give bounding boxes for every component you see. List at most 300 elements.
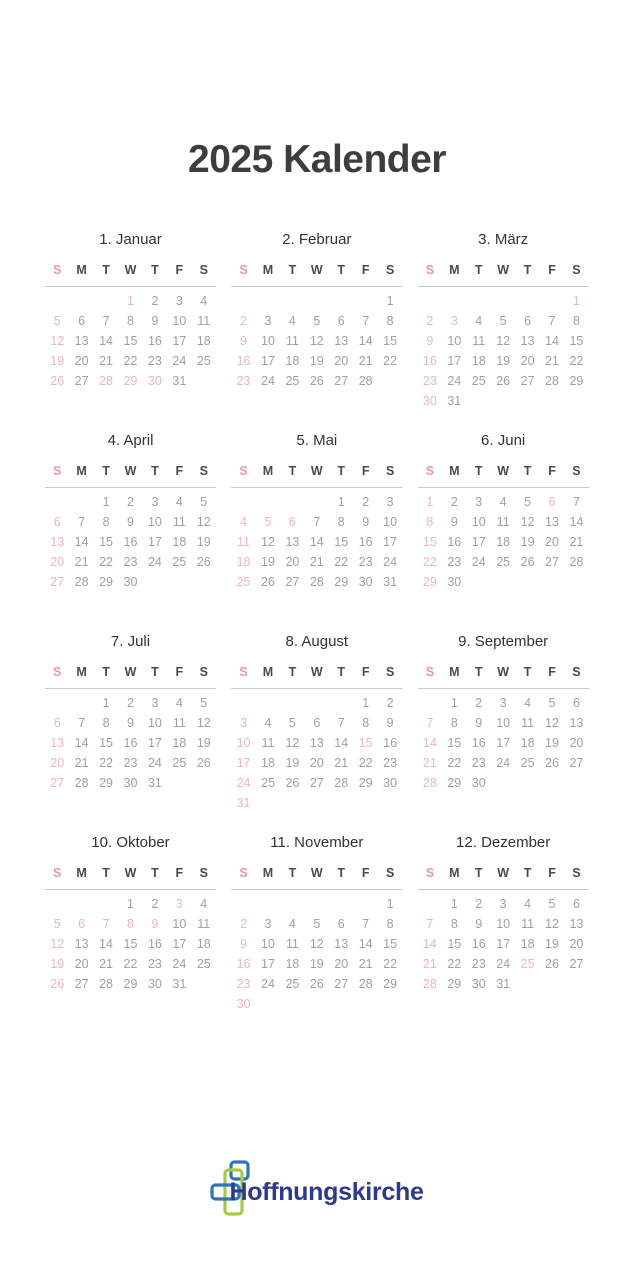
date-cell: 5 (499, 314, 507, 328)
date-cell: 28 (309, 575, 324, 589)
date-cell: 26 (285, 776, 300, 790)
date-cell: 5 (53, 917, 61, 931)
church-logo[interactable] (210, 1160, 423, 1224)
date-cell: 20 (74, 957, 89, 971)
date-cell: 12 (545, 716, 559, 730)
date-cell: 3 (450, 314, 458, 328)
weekday-header: M (449, 464, 460, 478)
date-cell: 12 (309, 334, 324, 348)
date-cell: 8 (362, 716, 370, 730)
date-cell: 8 (450, 716, 458, 730)
date-cell: 6 (572, 696, 580, 710)
date-cell: 11 (521, 716, 535, 730)
date-cell: 9 (475, 716, 483, 730)
date-cell: 16 (123, 535, 138, 549)
month-divider (231, 286, 402, 287)
weekday-header: M (449, 866, 460, 880)
month-title: 11. November (270, 834, 364, 851)
date-cell: 30 (147, 374, 162, 388)
month-divider (45, 487, 216, 488)
date-cell: 3 (175, 897, 183, 911)
date-cell: 24 (172, 957, 187, 971)
date-cell: 31 (447, 394, 462, 408)
empty-cell (540, 291, 564, 311)
month-block (231, 230, 402, 431)
date-cell: 1 (426, 495, 434, 509)
date-cell: 28 (358, 977, 373, 991)
date-cell: 4 (524, 897, 532, 911)
date-cell: 11 (521, 917, 535, 931)
date-cell: 24 (172, 354, 187, 368)
date-cell: 22 (123, 354, 138, 368)
empty-cell (329, 693, 353, 713)
weekday-header: F (175, 464, 184, 478)
weekday-row (418, 665, 589, 679)
date-cell: 4 (288, 314, 296, 328)
date-cell: 20 (569, 736, 584, 750)
date-cell: 27 (334, 374, 349, 388)
date-cell: 8 (102, 515, 110, 529)
weekday-row (418, 464, 589, 478)
date-cell: 4 (200, 294, 208, 308)
date-cell: 22 (569, 354, 584, 368)
date-cell: 22 (447, 756, 462, 770)
date-cell: 27 (74, 977, 89, 991)
empty-cell (418, 291, 442, 311)
date-cell: 14 (99, 937, 114, 951)
weekday-row (231, 464, 402, 478)
weekday-header: T (288, 263, 297, 277)
date-cell: 12 (50, 937, 65, 951)
date-cell: 10 (471, 515, 486, 529)
weekday-header: W (310, 263, 323, 277)
date-cell: 30 (123, 575, 138, 589)
weekday-header: F (548, 665, 556, 679)
date-cell: 25 (196, 957, 211, 971)
date-cell: 1 (450, 696, 458, 710)
month-title: 2. Februar (282, 231, 352, 248)
date-cell: 1 (386, 897, 394, 911)
empty-cell (256, 894, 280, 914)
months-grid (45, 230, 589, 1034)
date-cell: 6 (524, 314, 532, 328)
weekday-header: M (262, 665, 274, 679)
month-title: 3. März (478, 231, 529, 248)
weekday-header: T (151, 464, 159, 478)
weekday-header-sunday: S (53, 866, 62, 880)
date-cell: 27 (520, 374, 535, 388)
month-title: 7. Juli (110, 633, 151, 650)
date-cell: 31 (147, 776, 162, 790)
date-cell: 23 (447, 555, 462, 569)
weekday-header-sunday: S (239, 263, 248, 277)
month-divider (231, 487, 402, 488)
weekday-header-sunday: S (53, 464, 62, 478)
date-cell: 4 (288, 917, 296, 931)
date-cell: 7 (78, 716, 86, 730)
weekday-header: T (523, 263, 532, 277)
date-grid (45, 492, 216, 592)
date-cell: 30 (471, 977, 486, 991)
date-cell: 30 (123, 776, 138, 790)
date-cell: 26 (520, 555, 535, 569)
weekday-header: W (124, 665, 137, 679)
date-cell: 14 (74, 535, 89, 549)
date-cell: 19 (50, 354, 65, 368)
month-divider (418, 688, 589, 689)
weekday-header: S (199, 263, 208, 277)
date-cell: 29 (422, 575, 437, 589)
date-cell: 16 (471, 736, 486, 750)
date-cell: 8 (102, 716, 110, 730)
date-cell: 20 (309, 756, 324, 770)
date-cell: 2 (475, 696, 483, 710)
date-cell: 15 (383, 334, 398, 348)
date-cell: 22 (383, 354, 398, 368)
date-cell: 18 (261, 756, 275, 770)
date-cell: 21 (99, 354, 114, 368)
month-block (231, 833, 402, 1034)
date-cell: 18 (236, 555, 251, 569)
date-cell: 25 (172, 756, 187, 770)
date-cell: 1 (572, 294, 580, 308)
date-cell: 9 (151, 917, 159, 931)
date-cell: 28 (569, 555, 584, 569)
month-divider (45, 889, 216, 890)
date-cell: 24 (236, 776, 251, 790)
date-cell: 27 (334, 977, 349, 991)
weekday-header: F (548, 263, 556, 277)
date-cell: 16 (123, 736, 138, 750)
date-cell: 7 (337, 716, 345, 730)
date-cell: 18 (196, 937, 211, 951)
date-cell: 15 (422, 535, 437, 549)
date-cell: 10 (147, 716, 162, 730)
empty-cell (418, 894, 442, 914)
date-cell: 20 (334, 354, 349, 368)
date-cell: 7 (102, 314, 110, 328)
date-cell: 13 (569, 716, 584, 730)
empty-cell (45, 291, 69, 311)
month-block (231, 632, 402, 833)
weekday-header: S (385, 866, 395, 880)
date-cell: 4 (264, 716, 272, 730)
month-divider (418, 286, 589, 287)
date-cell: 21 (334, 756, 349, 770)
date-cell: 24 (383, 555, 398, 569)
date-cell: 27 (569, 756, 584, 770)
date-cell: 22 (334, 555, 349, 569)
date-cell: 3 (386, 495, 394, 509)
date-cell: 29 (358, 776, 373, 790)
date-cell: 2 (362, 495, 370, 509)
date-grid (231, 894, 402, 1014)
empty-cell (256, 693, 280, 713)
weekday-row (231, 665, 402, 679)
date-cell: 23 (383, 756, 398, 770)
date-cell: 8 (127, 314, 134, 328)
date-cell: 3 (175, 294, 183, 308)
date-grid (231, 291, 402, 391)
date-cell: 17 (147, 736, 162, 750)
date-cell: 6 (572, 897, 580, 911)
weekday-header: W (124, 464, 137, 478)
weekday-header-sunday: S (53, 665, 62, 679)
date-grid (45, 291, 216, 391)
date-cell: 28 (334, 776, 349, 790)
date-cell: 5 (288, 716, 296, 730)
date-cell: 14 (358, 937, 373, 951)
weekday-header: W (310, 665, 323, 679)
empty-cell (280, 291, 304, 311)
date-cell: 17 (496, 736, 511, 750)
date-cell: 21 (422, 756, 437, 770)
month-title: 9. September (458, 633, 549, 650)
date-cell: 8 (386, 917, 394, 931)
date-cell: 23 (236, 977, 251, 991)
weekday-header: F (548, 464, 556, 478)
date-cell: 10 (147, 515, 162, 529)
month-block (418, 833, 589, 1034)
date-cell: 6 (337, 314, 345, 328)
date-cell: 31 (172, 374, 187, 388)
date-cell: 20 (334, 957, 349, 971)
empty-cell (280, 693, 304, 713)
weekday-header: F (361, 464, 370, 478)
weekday-header: S (572, 464, 581, 478)
weekday-header: S (572, 866, 581, 880)
date-cell: 10 (261, 937, 275, 951)
date-cell: 19 (50, 957, 65, 971)
empty-cell (305, 492, 329, 512)
date-cell: 23 (147, 354, 162, 368)
date-cell: 15 (99, 736, 114, 750)
date-cell: 13 (309, 736, 324, 750)
date-cell: 19 (520, 535, 535, 549)
date-cell: 11 (197, 314, 211, 328)
date-cell: 9 (127, 716, 134, 730)
weekday-header-sunday: S (239, 866, 248, 880)
date-cell: 28 (545, 374, 559, 388)
weekday-header: T (151, 665, 159, 679)
date-cell: 14 (74, 736, 89, 750)
date-cell: 9 (240, 334, 248, 348)
date-cell: 5 (548, 696, 556, 710)
date-cell: 8 (450, 917, 458, 931)
date-cell: 15 (99, 535, 114, 549)
weekday-header: W (310, 464, 323, 478)
date-cell: 22 (99, 756, 114, 770)
date-cell: 28 (99, 977, 114, 991)
weekday-header: W (497, 665, 510, 679)
date-cell: 30 (383, 776, 398, 790)
date-cell: 27 (569, 957, 584, 971)
date-cell: 15 (447, 937, 462, 951)
month-divider (231, 889, 402, 890)
weekday-header: T (523, 866, 532, 880)
date-cell: 11 (172, 515, 186, 529)
date-cell: 24 (261, 977, 275, 991)
empty-cell (442, 291, 466, 311)
empty-cell (305, 894, 329, 914)
date-cell: 30 (447, 575, 462, 589)
month-title: 10. Oktober (91, 834, 170, 851)
weekday-row (231, 866, 402, 880)
date-cell: 21 (74, 756, 89, 770)
date-cell: 6 (548, 495, 556, 509)
date-cell: 25 (285, 374, 300, 388)
date-cell: 26 (196, 756, 211, 770)
month-block (231, 431, 402, 632)
date-cell: 19 (261, 555, 275, 569)
month-block (418, 632, 589, 833)
date-cell: 1 (127, 294, 134, 308)
date-cell: 12 (50, 334, 65, 348)
empty-cell (45, 693, 69, 713)
date-cell: 29 (99, 575, 114, 589)
date-cell: 27 (545, 555, 559, 569)
month-title: 4. April (107, 432, 154, 449)
date-cell: 5 (264, 515, 272, 529)
date-cell: 6 (53, 716, 61, 730)
date-cell: 31 (383, 575, 398, 589)
weekday-header: T (288, 665, 297, 679)
date-cell: 25 (236, 575, 251, 589)
weekday-header: M (76, 263, 87, 277)
month-block (45, 833, 216, 1034)
date-cell: 1 (102, 696, 110, 710)
date-cell: 27 (309, 776, 324, 790)
date-cell: 1 (127, 897, 134, 911)
date-cell: 12 (285, 736, 300, 750)
date-cell: 21 (99, 957, 114, 971)
date-grid (418, 291, 589, 411)
date-cell: 2 (151, 294, 159, 308)
date-cell: 17 (261, 957, 275, 971)
month-divider (418, 487, 589, 488)
date-cell: 7 (102, 917, 110, 931)
date-cell: 20 (50, 555, 65, 569)
date-cell: 5 (200, 495, 208, 509)
date-cell: 17 (236, 756, 251, 770)
date-cell: 2 (450, 495, 458, 509)
date-cell: 14 (358, 334, 373, 348)
date-cell: 21 (309, 555, 324, 569)
date-cell: 14 (545, 334, 559, 348)
date-cell: 3 (264, 917, 272, 931)
date-cell: 19 (196, 736, 211, 750)
date-cell: 14 (334, 736, 349, 750)
weekday-header: M (76, 464, 87, 478)
date-cell: 18 (172, 535, 187, 549)
weekday-header: M (76, 866, 87, 880)
date-cell: 18 (496, 535, 511, 549)
date-cell: 5 (313, 917, 321, 931)
date-cell: 15 (123, 334, 138, 348)
weekday-row (45, 263, 216, 277)
date-cell: 9 (450, 515, 458, 529)
date-cell: 17 (471, 535, 486, 549)
empty-cell (256, 492, 280, 512)
date-cell: 6 (78, 314, 86, 328)
date-cell: 8 (337, 515, 345, 529)
weekday-header: M (262, 866, 274, 880)
date-grid (231, 693, 402, 813)
date-cell: 20 (545, 535, 559, 549)
date-cell: 26 (50, 374, 65, 388)
weekday-header: M (262, 464, 274, 478)
date-cell: 16 (147, 937, 162, 951)
date-cell: 1 (362, 696, 370, 710)
date-cell: 6 (313, 716, 321, 730)
date-cell: 21 (358, 957, 373, 971)
empty-cell (280, 894, 304, 914)
date-cell: 8 (127, 917, 134, 931)
date-cell: 13 (545, 515, 559, 529)
date-cell: 25 (196, 354, 211, 368)
weekday-header: M (449, 263, 460, 277)
date-cell: 16 (422, 354, 437, 368)
date-cell: 20 (569, 937, 584, 951)
date-cell: 19 (545, 937, 559, 951)
date-cell: 2 (127, 696, 134, 710)
weekday-header: M (76, 665, 87, 679)
date-cell: 17 (147, 535, 162, 549)
date-cell: 13 (50, 535, 65, 549)
date-cell: 22 (358, 756, 373, 770)
weekday-header: T (102, 464, 110, 478)
date-cell: 19 (496, 354, 511, 368)
date-cell: 24 (496, 756, 511, 770)
date-cell: 11 (496, 515, 510, 529)
weekday-header: S (572, 263, 581, 277)
date-cell: 10 (236, 736, 251, 750)
date-cell: 7 (362, 314, 370, 328)
date-cell: 17 (383, 535, 398, 549)
date-cell: 15 (447, 736, 462, 750)
date-cell: 19 (545, 736, 559, 750)
date-cell: 31 (236, 796, 251, 810)
date-cell: 12 (196, 515, 211, 529)
weekday-row (45, 665, 216, 679)
date-cell: 4 (175, 495, 183, 509)
empty-cell (515, 291, 539, 311)
month-title: 5. Mai (296, 432, 338, 449)
weekday-header: S (385, 665, 395, 679)
date-cell: 20 (50, 756, 65, 770)
date-cell: 24 (147, 756, 162, 770)
date-cell: 7 (78, 515, 86, 529)
date-cell: 10 (172, 314, 187, 328)
date-cell: 26 (496, 374, 511, 388)
empty-cell (467, 291, 491, 311)
date-cell: 10 (496, 917, 511, 931)
weekday-header: W (124, 263, 137, 277)
date-cell: 2 (475, 897, 483, 911)
empty-cell (231, 894, 255, 914)
month-divider (45, 688, 216, 689)
empty-cell (256, 291, 280, 311)
weekday-header: F (361, 866, 370, 880)
date-cell: 29 (569, 374, 584, 388)
weekday-header: T (102, 665, 110, 679)
date-cell: 16 (471, 937, 486, 951)
date-cell: 13 (520, 334, 535, 348)
date-cell: 13 (50, 736, 65, 750)
date-cell: 17 (172, 334, 187, 348)
date-cell: 11 (261, 736, 275, 750)
date-cell: 24 (147, 555, 162, 569)
